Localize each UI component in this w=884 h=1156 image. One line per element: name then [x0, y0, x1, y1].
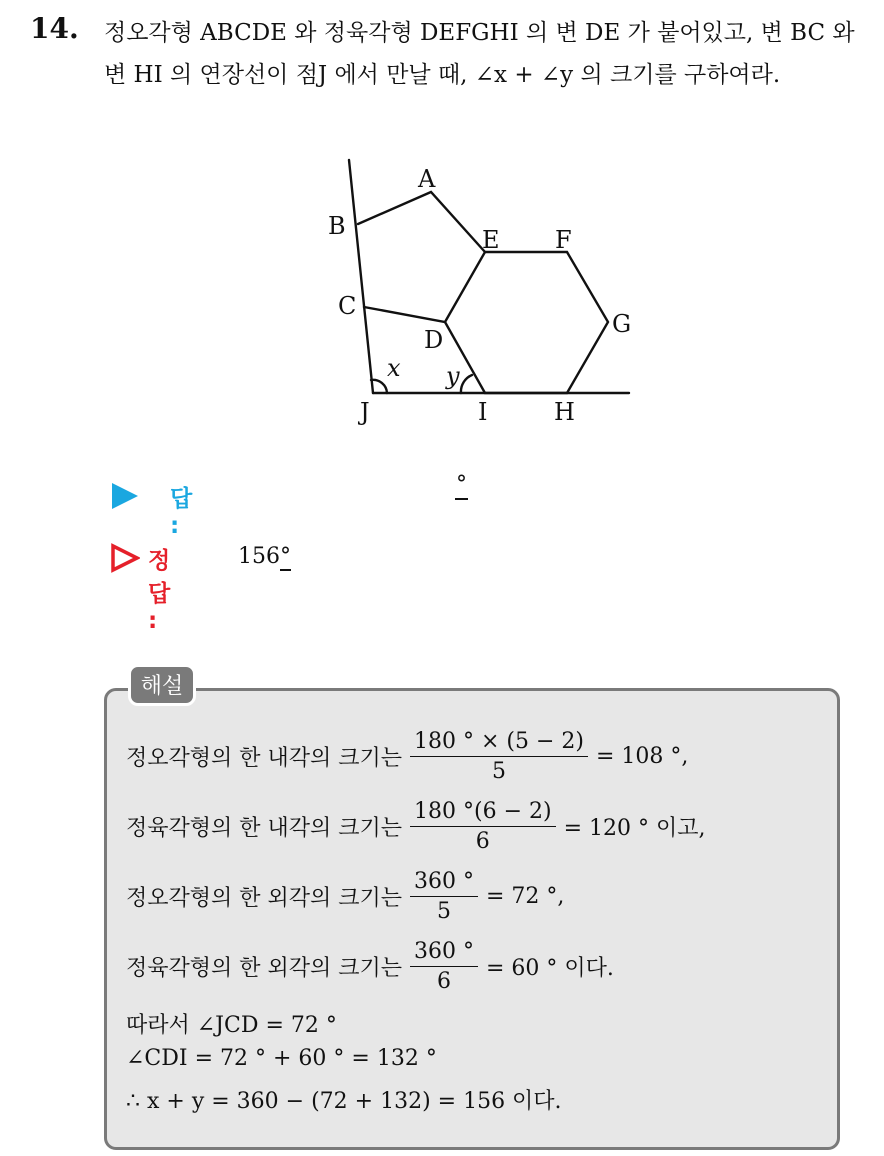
label-x: x [387, 354, 401, 382]
label-y: y [446, 362, 460, 390]
outline-triangle-icon [110, 543, 140, 573]
label-I: I [478, 398, 488, 426]
question-text: 정오각형 ABCDE 와 정육각형 DEFGHI 의 변 DE 가 붙어있고, 변 BC 와 변 HI 의 연장선이 점J 에서 만날 때, ∠x + ∠y 의 크기를 구하여라. [104, 20, 855, 88]
label-A: A [418, 165, 436, 193]
solution-tab: 해설 [128, 664, 196, 706]
answer-label: 답 : [170, 486, 193, 539]
label-J: J [360, 398, 370, 426]
play-triangle-icon [110, 481, 140, 511]
fraction: $\frac{360 ^\circ}{5}$ [410, 869, 478, 924]
fraction: $\frac{180 ^\circ(6 - 2)}{6}$ [410, 799, 556, 854]
label-B: B [328, 212, 346, 240]
angle-y-arc [461, 375, 472, 393]
label-G: G [612, 310, 632, 338]
fraction: $\frac{360 ^\circ}{6}$ [410, 939, 478, 994]
pentagon-edges [358, 192, 485, 322]
solution-line-4: 정육각형의 한 외각의 크기는 $\frac{360 ^\circ}{6}$ = 60 ° 이다. [126, 938, 614, 994]
solution-line-6: ∠CDI = 72 ° + 60 ° = 132 ° [126, 1046, 437, 1071]
solution-line-3: 정오각형의 한 외각의 크기는 $\frac{360 ^\circ}{5}$ = 72 °, [126, 868, 565, 924]
solution-line-5: 따라서 ∠JCD = 72 ° [126, 1013, 337, 1038]
correct-answer-label: 정답 : [148, 548, 171, 634]
question-number: 14. [30, 12, 79, 45]
solution-line-7: ∴ x + y = 360 − (72 + 132) = 156 이다. [126, 1089, 562, 1114]
line-bc-extension [349, 160, 373, 393]
solution-line-1: 정오각형의 한 내각의 크기는 $\frac{180 ^\circ \times (5 - 2)}{5}$ = 108 °, [126, 728, 689, 784]
label-C: C [338, 292, 357, 320]
label-H: H [554, 398, 575, 426]
solution-line-2: 정육각형의 한 내각의 크기는 $\frac{180 ^\circ(6 - 2)}{6}$ = 120 ° 이고, [126, 798, 706, 854]
label-F: F [555, 226, 572, 254]
label-D: D [424, 326, 444, 354]
label-E: E [482, 226, 500, 254]
geometry-diagram [300, 150, 640, 440]
correct-answer-value: 156° [238, 544, 291, 569]
hexagon-edges [445, 252, 608, 393]
fraction: $\frac{180 ^\circ \times (5 - 2)}{5}$ [410, 729, 588, 784]
answer-blank[interactable]: ° [455, 472, 468, 500]
